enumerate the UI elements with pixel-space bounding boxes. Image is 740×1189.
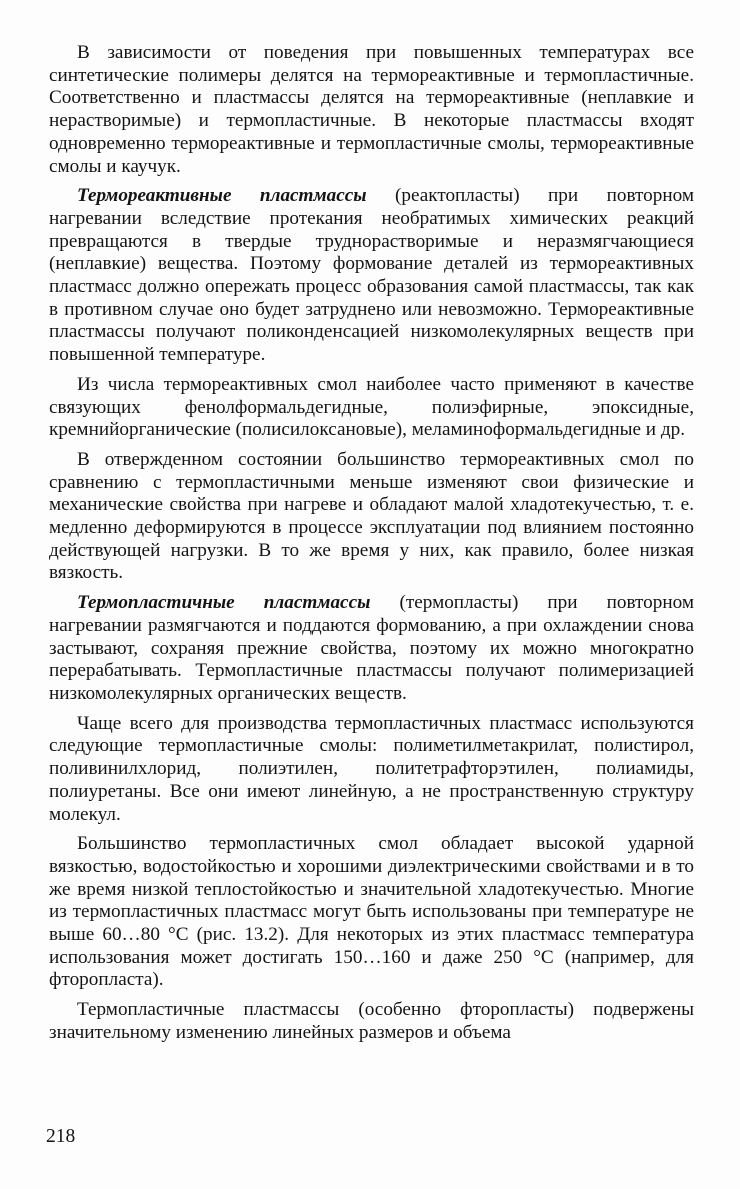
paragraph-text: Большинство термопластичных смол обладает высокой ударной вязкостью, водостойкостью и хорошими диэлектрическими свойствами и в то же время низкой теплостойкостью и значительной хладотекучестью. Многие из термопластичных пластмасс могут быть использованы при температуре не выше 60…80 °С (рис. 13.2). Для некоторых из этих пластмасс температура использования может достигать 150…160 и даже 250 °С (например, для фторопласта). (49, 833, 694, 991)
paragraph-cured-state (49, 449, 694, 585)
paragraph-text: В зависимости от поведения при повышенных температурах все синтетические полимеры делятся на термореактивные и термопластичные. Соответственно и пластмассы делятся на термореактивные (неплавкие и нерастворимые) и термопластичные. В некоторые пластмассы входят одновременно термореактивные и термопластичные смолы, термореактивные смолы и каучук. (49, 42, 694, 177)
paragraph-text: (реактопласты) при повторном нагревании вследствие протекания необратимых химических реакций превращаются в твердые труднорастворимые и неразмягчающиеся (неплавкие) вещества. Поэтому формование деталей из термореактивных пластмасс должно опережать процесс образования самой пластмассы, так как в противном случае оно будет затруднено или невозможно. Термореактивные пластмассы получают поликонденсацией низкомолекулярных веществ при повышенной температуре. (49, 185, 694, 366)
body-text (49, 42, 694, 1052)
paragraph-text: Термопластичные пластмассы (особенно фторопласты) подвержены значительному изменению линейных размеров и объема (49, 999, 694, 1043)
paragraph-text: (термопласты) при повторном нагревании размягчаются и поддаются формованию, а при охлаждении снова застывают, сохраняя прежние свойства, поэтому их можно многократно перерабатывать. Термопластичные пластмассы получают полимеризацией низкомолекулярных органических веществ. (49, 592, 694, 704)
paragraph-dimensional-change (49, 999, 694, 1044)
term-thermosets: Термореактивные пластмассы (77, 185, 367, 207)
paragraph-intro (49, 42, 694, 178)
paragraph-thermoplastic-resins (49, 713, 694, 827)
paragraph-text: Из числа термореактивных смол наиболее часто применяют в качестве связующих фенолформальдегидные, полиэфирные, эпоксидные, кремнийорганические (полисилоксановые), меламиноформальдегидные и др. (49, 373, 694, 441)
paragraph-text: Чаще всего для производства термопластичных пластмасс используются следующие термопластичные смолы: полиметилметакрилат, полистирол, поливинилхлорид, полиэтилен, политетрафторэтилен, полиамиды, полиуретаны. Все они имеют линейную, а не пространственную структуру молекул. (49, 712, 694, 825)
paragraph-thermoplastics (49, 592, 694, 706)
page-number: 218 (46, 1126, 76, 1147)
term-thermoplastics: Термопластичные пластмассы (77, 592, 371, 614)
paragraph-properties (49, 833, 694, 992)
paragraph-thermoset-resins (49, 374, 694, 442)
paragraph-thermosets (49, 185, 694, 367)
paragraph-text: В отвержденном состоянии большинство термореактивных смол по сравнению с термопластичными меньше изменяют свои физические и механические свойства при нагреве и обладают малой хладотекучестью, т. е. медленно деформируются в процессе эксплуатации под влиянием постоянно действующей нагрузки. В то же время у них, как правило, более низкая вязкость. (49, 448, 694, 584)
